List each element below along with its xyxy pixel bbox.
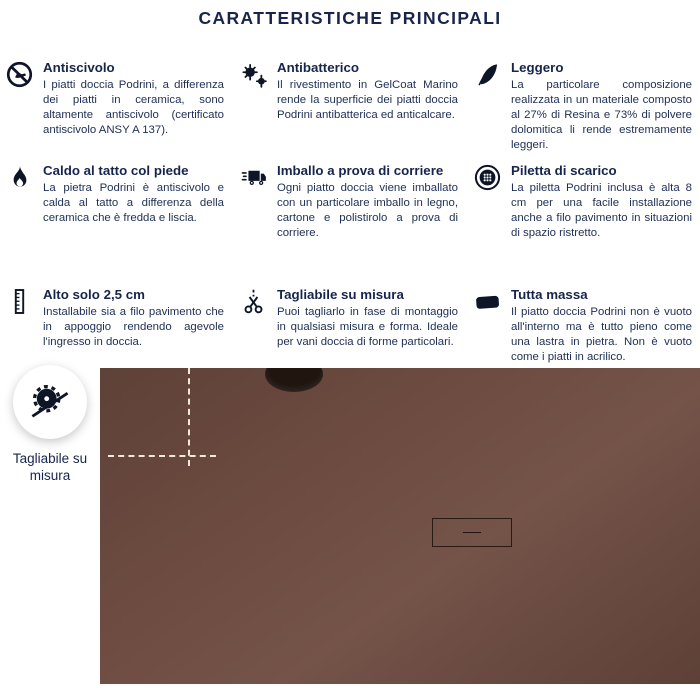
scissors-icon <box>240 287 270 365</box>
drain-icon <box>474 163 504 241</box>
cut-to-size-badge <box>4 365 96 485</box>
feature-text <box>277 60 458 154</box>
feature-caldo-al-tatto <box>6 163 230 241</box>
feature-title: Antiscivolo <box>43 60 115 75</box>
bacteria-icon <box>240 60 270 154</box>
cut-mark-horizontal-dashed-line <box>108 455 216 457</box>
page-title: CARATTERISTICHE PRINCIPALI <box>198 8 502 28</box>
saw-cut-icon <box>28 380 72 424</box>
ruler-icon <box>6 287 36 365</box>
no-slip-icon <box>6 60 36 154</box>
features-row-3 <box>6 287 698 365</box>
drain-hole <box>265 368 323 392</box>
feature-body: La piletta Podrini inclusa è alta 8 cm per una facile installazione anche a filo pavimento in situazioni di spazio ristretto. <box>511 182 692 240</box>
feature-text <box>277 163 458 241</box>
feature-tagliabile <box>240 287 464 365</box>
badge-label: Tagliabile su misura <box>12 451 88 483</box>
feature-tutta-massa <box>474 287 698 365</box>
feature-piletta <box>474 163 698 241</box>
truck-icon <box>240 163 270 241</box>
feature-body: Installabile sia a filo pavimento che in appoggio rendendo agevole l'ingresso in doccia. <box>43 306 224 349</box>
solid-mass-icon <box>474 287 504 365</box>
feature-text <box>43 60 224 154</box>
feature-title: Tagliabile su misura <box>277 287 404 302</box>
flame-icon <box>6 163 36 241</box>
feature-body: I piatti doccia Podrini, a differenza dei piatti in ceramica, sono altamente antiscivolo (certificato antiscivolo ANSY A 137). <box>43 79 224 137</box>
feature-leggero <box>474 60 698 154</box>
feature-title: Imballo a prova di corriere <box>277 163 444 178</box>
feature-text <box>43 287 224 365</box>
drain-cover-handle-line <box>463 532 481 533</box>
feature-antiscivolo <box>6 60 230 154</box>
feature-body: La particolare composizione realizzata in un materiale composto al 27% di Resina e 73% di polvere dolomitica li rende estremamente leggeri. <box>511 79 692 152</box>
feature-antibatterico <box>240 60 464 154</box>
features-row-2 <box>6 163 698 241</box>
feature-body: La pietra Podrini è antiscivolo e calda al tatto a differenza della ceramica che è fredda e liscia. <box>43 182 224 225</box>
feature-body: Puoi tagliarlo in fase di montaggio in qualsiasi misura e forma. Ideale per vani doccia di forme particolari. <box>277 306 458 349</box>
feature-imballo <box>240 163 464 241</box>
features-row-1 <box>6 60 698 154</box>
feature-alto-25cm <box>6 287 230 365</box>
feature-body: Il piatto doccia Podrini non è vuoto all'interno ma è tutto pieno come una lastra in pietra. Non è vuoto come i piatti in acrilico. <box>511 306 692 364</box>
feature-text <box>277 287 458 365</box>
product-photo-shower-tray <box>100 368 700 684</box>
feature-title: Caldo al tatto col piede <box>43 163 189 178</box>
cut-mark-vertical-dashed-line <box>188 368 190 466</box>
feature-title: Leggero <box>511 60 564 75</box>
drain-cover-outline <box>432 518 512 547</box>
feature-body: Il rivestimento in GelCoat Marino rende la superficie dei piatti doccia Podrini antibatterica ed anticalcare. <box>277 79 458 122</box>
feature-text <box>511 60 692 154</box>
feather-icon <box>474 60 504 154</box>
feature-title: Tutta massa <box>511 287 588 302</box>
feature-text <box>511 163 692 241</box>
badge-circle <box>13 365 87 439</box>
feature-text <box>511 287 692 365</box>
feature-title: Antibatterico <box>277 60 360 75</box>
feature-title: Alto solo 2,5 cm <box>43 287 145 302</box>
feature-body: Ogni piatto doccia viene imballato con un particolare imballo in legno, cartone e polistirolo a prova di corriere. <box>277 182 458 240</box>
feature-title: Piletta di scarico <box>511 163 617 178</box>
feature-text <box>43 163 224 241</box>
